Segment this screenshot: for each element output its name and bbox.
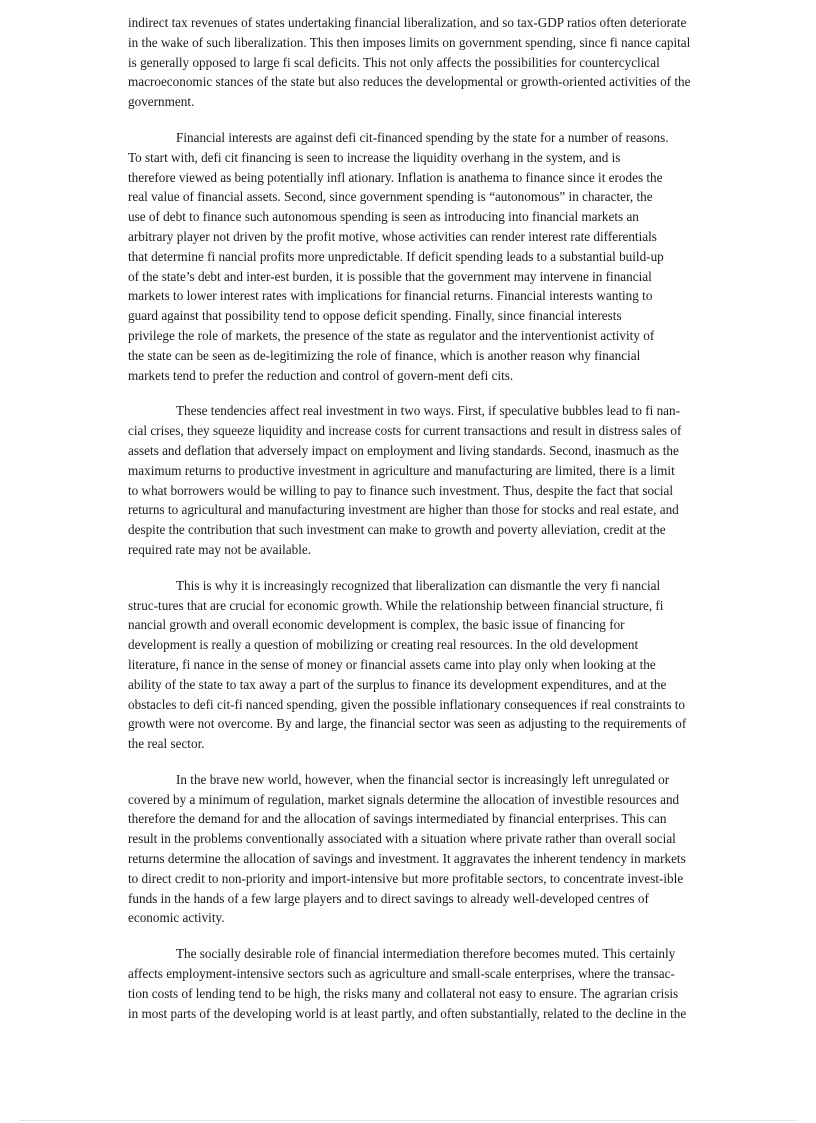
text-line: struc-tures that are crucial for economic growth. While the relationship between financial structure, fi: [128, 597, 664, 613]
text-line: development is really a question of mobilizing or creating real resources. In the old development: [128, 637, 639, 653]
text-line: nancial growth and overall economic development is complex, the basic issue of financing for: [128, 617, 625, 633]
paragraph-gap: [128, 754, 756, 770]
paragraph: [128, 944, 756, 1023]
text-line: use of debt to finance such autonomous spending is seen as introducing into financial markets an: [128, 209, 639, 225]
text-line: These tendencies affect real investment in two ways. First, if speculative bubbles lead to fi nan-: [176, 403, 681, 419]
text-line: result in the problems conventionally associated with a situation where private rather than overall social: [128, 831, 676, 847]
text-line: economic activity.: [128, 910, 225, 926]
text-line: the real sector.: [128, 736, 205, 752]
text-line: markets tend to prefer the reduction and control of govern-ment defi cits.: [128, 367, 514, 383]
text-line: of the state’s debt and inter-est burden, it is possible that the government may intervene in financial: [128, 268, 652, 284]
text-line: is generally opposed to large fi scal deficits. This not only affects the possibilities for countercyclical: [128, 54, 660, 70]
paragraph-gap: [128, 928, 756, 944]
text-line: affects employment-intensive sectors such as agriculture and small-scale enterprises, where the transac-: [128, 966, 675, 982]
text-line: in the wake of such liberalization. This then imposes limits on government spending, since fi nance capital: [128, 34, 691, 50]
body-text: [128, 13, 756, 1023]
text-line: To start with, defi cit financing is seen to increase the liquidity overhang in the system, and is: [128, 149, 621, 165]
text-line: literature, fi nance in the sense of money or financial assets came into play only when looking at the: [128, 656, 656, 672]
text-line: therefore viewed as being potentially infl ationary. Inflation is anathema to finance since it erodes the: [128, 169, 663, 185]
text-line: privilege the role of markets, the presence of the state as regulator and the interventionist activity of: [128, 327, 655, 343]
text-line: government.: [128, 94, 195, 110]
paragraph: [128, 13, 756, 112]
text-line: that determine fi nancial profits more unpredictable. If deficit spending leads to a substantial build-up: [128, 248, 664, 264]
paragraph-gap: [128, 560, 756, 576]
text-line: obstacles to defi cit-fi nanced spending, given the possible inflationary consequences if real constraints to: [128, 696, 686, 712]
text-line: Financial interests are against defi cit-financed spending by the state for a number of reasons.: [176, 129, 669, 145]
text-line: therefore the demand for and the allocation of savings intermediated by financial enterprises. This can: [128, 811, 667, 827]
text-line: guard against that possibility tend to oppose deficit spending. Finally, since financial interests: [128, 308, 622, 324]
text-line: assets and deflation that adversely impact on employment and living standards. Second, inasmuch as the: [128, 442, 679, 458]
text-line: arbitrary player not driven by the profit motive, whose activities can render interest rate differentials: [128, 228, 657, 244]
text-line: markets to lower interest rates with implications for financial returns. Financial interests wanting to: [128, 288, 653, 304]
text-line: cial crises, they squeeze liquidity and increase costs for current transactions and result in distress sales of: [128, 423, 682, 439]
text-line: in most parts of the developing world is at least partly, and often substantially, related to the decline in the: [128, 1005, 687, 1021]
text-line: The socially desirable role of financial intermediation therefore becomes muted. This certainly: [176, 946, 676, 962]
text-line: growth were not overcome. By and large, the financial sector was seen as adjusting to the requirements of: [128, 716, 687, 732]
text-line: real value of financial assets. Second, since government spending is “autonomous” in character, the: [128, 189, 653, 205]
text-line: despite the contribution that such investment can make to growth and poverty alleviation, credit at the: [128, 522, 666, 538]
text-line: the state can be seen as de-legitimizing the role of finance, which is another reason why financial: [128, 347, 641, 363]
text-line: funds in the hands of a few large players and to direct savings to already well-developed centres of: [128, 890, 649, 906]
text-line: tion costs of lending tend to be high, the risks many and collateral not easy to ensure. The agrarian crisis: [128, 985, 679, 1001]
text-line: to direct credit to non-priority and import-intensive but more profitable sectors, to concentrate invest-ible: [128, 870, 684, 886]
text-line: returns to agricultural and manufacturing investment are higher than those for stocks and real estate, and: [128, 502, 679, 518]
text-line: required rate may not be available.: [128, 541, 312, 557]
text-line: covered by a minimum of regulation, market signals determine the allocation of investible resources and: [128, 791, 680, 807]
text-line: macroeconomic stances of the state but also reduces the developmental or growth-oriented activities of the: [128, 74, 691, 90]
text-line: In the brave new world, however, when the financial sector is increasingly left unregulated or: [176, 771, 670, 787]
text-line: maximum returns to productive investment in agriculture and manufacturing are limited, there is a limit: [128, 462, 675, 478]
page-bottom-rule: [20, 1120, 796, 1121]
paragraph-gap: [128, 385, 756, 401]
paragraph: [128, 128, 756, 385]
text-line: to what borrowers would be willing to pay to finance such investment. Thus, despite the fact that social: [128, 482, 674, 498]
paragraph: [128, 576, 756, 754]
text-line: ability of the state to tax away a part of the surplus to finance its development expenditures, and at the: [128, 676, 667, 692]
text-line: indirect tax revenues of states undertaking financial liberalization, and so tax-GDP ratios often deteriorate: [128, 15, 687, 30]
text-line: returns determine the allocation of savings and investment. It aggravates the inherent tendency in markets: [128, 851, 686, 867]
paragraph: [128, 770, 756, 928]
paragraph-gap: [128, 112, 756, 128]
paragraph: [128, 401, 756, 559]
text-line: This is why it is increasingly recognized that liberalization can dismantle the very fi nancial: [176, 577, 661, 593]
